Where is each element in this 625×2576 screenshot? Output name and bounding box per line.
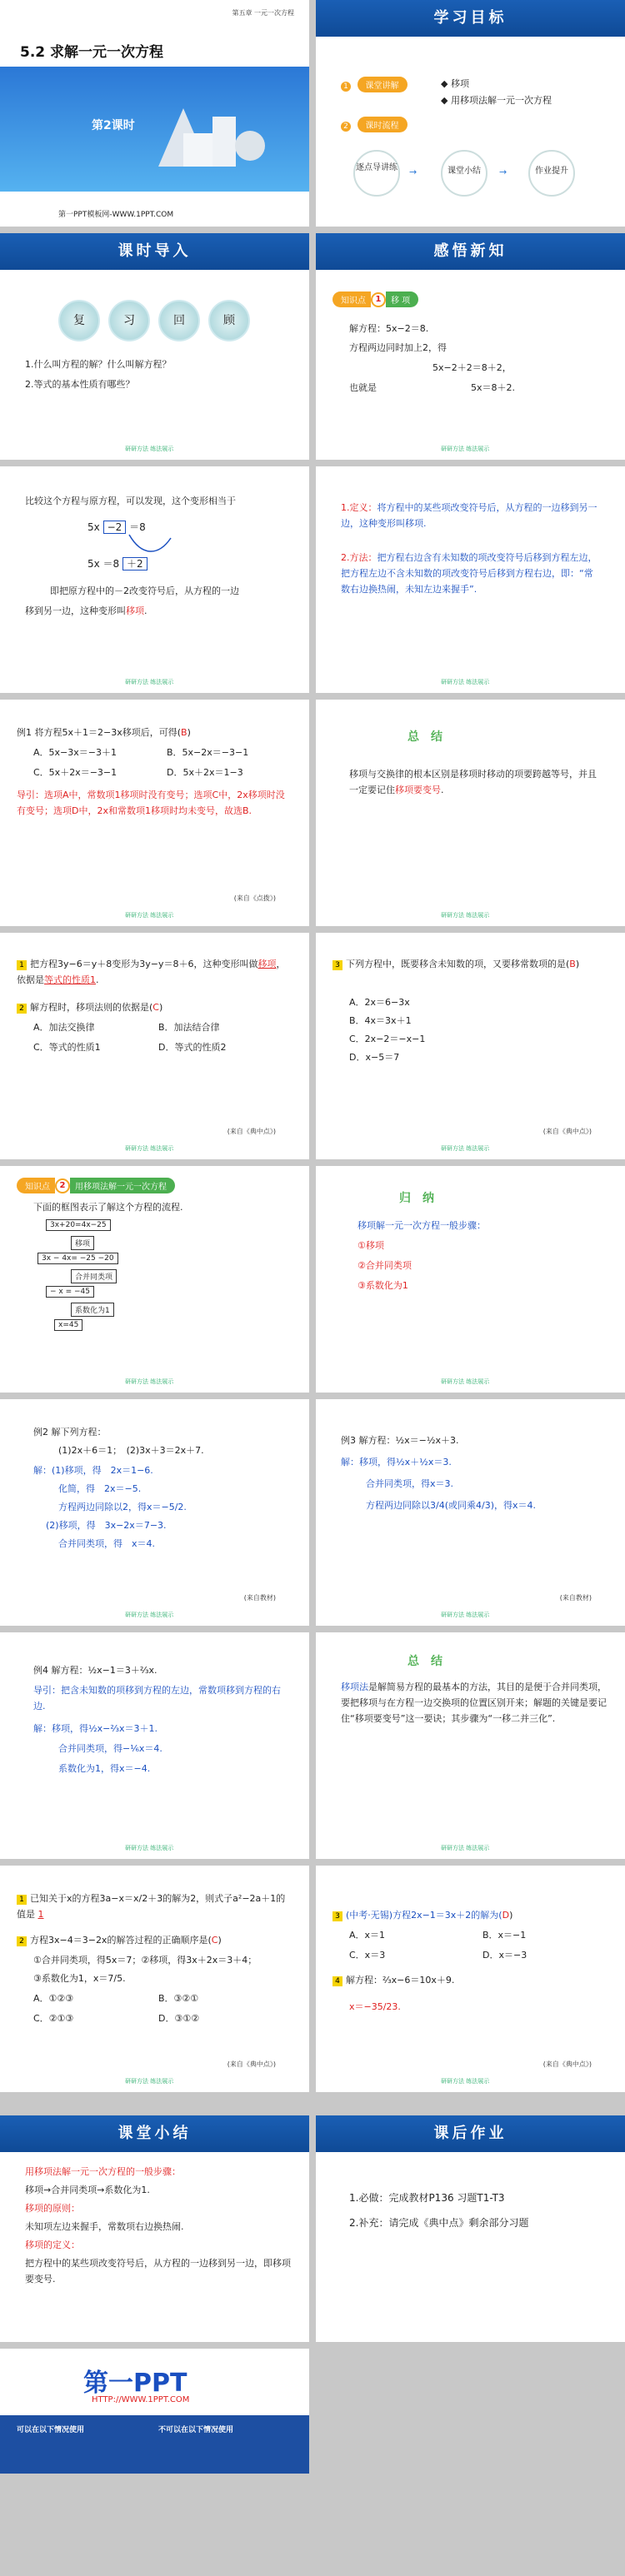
line-1: 用移项法解一元一次方程的一般步骤： xyxy=(25,2166,181,2177)
source: (来自教材) xyxy=(243,1594,276,1602)
period-label: 第2课时 xyxy=(92,119,135,132)
item-2 xyxy=(341,117,408,132)
q2-answer: C xyxy=(152,1002,159,1013)
option-d: D．③①② xyxy=(158,2013,200,2024)
bullet-2: ◆ 用移项法解一元一次方程 xyxy=(441,95,552,106)
flow-6: 系数化为1 xyxy=(71,1303,114,1317)
q2-text: 方程3x−4＝3−2x的解答过程的正确顺序是( xyxy=(30,1935,212,1946)
arrow-2: → xyxy=(499,167,508,177)
method-text: 把方程右边含有未知数的项改变符号后移到方程左边，把方程左边不含未知数的项改变符号后移到方程右边，即：“常数右边换热闹，未知左边来握手”. xyxy=(341,552,598,595)
num-badge: 1 xyxy=(341,82,351,92)
q3-answer: D xyxy=(502,1910,510,1921)
question-2: 2.等式的基本性质有哪些？ xyxy=(25,379,135,390)
line-3 xyxy=(25,603,148,619)
ex-text: 例1 将方程5x＋1＝2−3x移项后，可得( xyxy=(17,727,182,738)
question-2 xyxy=(17,1932,222,1948)
k-label: 知识点 xyxy=(17,1178,55,1193)
circle-2: 习 xyxy=(108,300,150,341)
answer-2: 化简，得 2x＝−5. xyxy=(58,1483,142,1494)
line-5: 移项的定义： xyxy=(25,2240,80,2250)
option-c: C．5x＋2x＝−3−1 xyxy=(33,767,118,778)
step-circle-2: 课堂小结 xyxy=(441,150,488,197)
logo-url: HTTP://WWW.1PPT.COM xyxy=(92,2395,190,2404)
q1-text: 已知关于x的方程3a−x＝x/2＋3的解为2，则式子a²−2a＋1的值是 xyxy=(17,1893,286,1920)
footer: 研研方法 练法展示 xyxy=(441,1145,490,1152)
item-1-label: 课堂讲解 xyxy=(358,77,408,92)
bullet-2-text: 用移项法解一元一次方程 xyxy=(450,95,552,106)
option-d: D．x−5＝7 xyxy=(349,1052,400,1063)
ex-stem: 例3 解方程：½x＝−½x＋3. xyxy=(341,1435,459,1446)
option-a: A．①②③ xyxy=(33,1993,74,2004)
footer: 研研方法 练法展示 xyxy=(125,2078,174,2085)
q1-blank-b: 等式的性质1 xyxy=(44,974,96,985)
bullet-1-text: 移项 xyxy=(450,78,469,89)
question-2 xyxy=(17,999,162,1015)
question-3 xyxy=(332,1907,512,1923)
question-1 xyxy=(17,956,292,988)
q3-end: ) xyxy=(575,959,580,969)
line-2: 2.补充：请完成《典中点》剩余部分习题 xyxy=(349,2217,529,2229)
right-title: 不可以在以下情况使用 xyxy=(158,2426,234,2434)
slide-practice-4 xyxy=(316,1866,625,2092)
footer: 研研方法 练法展示 xyxy=(125,446,174,452)
option-b: B．③②① xyxy=(158,1993,199,2004)
option-c: C．2x−2＝−x−1 xyxy=(349,1034,426,1044)
step-circle-3: 作业提升 xyxy=(528,150,575,197)
answer-1: 解：(1)移项，得 2x＝1−6. xyxy=(33,1465,153,1476)
slide-title: 学习目标 xyxy=(433,9,508,27)
source: (来自《典中点》) xyxy=(227,1128,276,1135)
line-1: 1.必做：完成教材P136 习题T1-T3 xyxy=(349,2192,505,2204)
line-1: 解方程：5x−2＝8. xyxy=(349,323,429,334)
source: (来自《典中点》) xyxy=(542,1128,592,1135)
keyword-shift: 移项 xyxy=(126,605,144,616)
option-a: A．加法交换律 xyxy=(33,1022,95,1033)
equation-2: 5x ＝8 ＋2 xyxy=(88,556,148,571)
q1-mid: ，依据是 xyxy=(17,959,286,985)
num-2: 2 xyxy=(17,1004,27,1014)
option-b: B．4x＝3x＋1 xyxy=(349,1015,412,1026)
step-circle-1: 逐点导讲练 xyxy=(353,150,400,197)
option-a: A．x＝1 xyxy=(349,1930,386,1941)
branding-slide xyxy=(0,2349,309,2474)
q1-end: . xyxy=(96,974,99,985)
definition xyxy=(341,500,599,531)
line-1: 比较这个方程与原方程，可以发现，这个变形相当于 xyxy=(25,496,236,506)
num-3: 3 xyxy=(332,1911,342,1921)
slide-practice-1 xyxy=(0,933,309,1159)
line-3: 移项的原则： xyxy=(25,2203,80,2214)
option-b: B．加法结合律 xyxy=(158,1022,220,1033)
flow-5: − x = −45 xyxy=(46,1286,94,1298)
slide-knowledge-1 xyxy=(316,233,625,460)
slide-title: 课时导入 xyxy=(118,242,192,260)
q3-end: ) xyxy=(509,1910,513,1921)
footer: 研研方法 练法展示 xyxy=(125,1378,174,1385)
slide-title: 课后作业 xyxy=(433,2125,508,2142)
def-label: 1.定义： xyxy=(341,502,378,513)
intro: 下面的框图表示了解这个方程的流程. xyxy=(33,1202,183,1213)
q4-text: 解方程：⅔x−6＝10x＋9. xyxy=(346,1975,455,1986)
summary-title: 总 结 xyxy=(408,730,442,744)
method-label: 2.方法： xyxy=(341,552,378,563)
equations: (1)2x＋6＝1； (2)3x＋3＝2x＋7. xyxy=(58,1445,204,1456)
body-text: 是解简易方程的最基本的方法，其目的是便于合并同类项，要把移项与在方程一边交换项的位置区别开来；解题的关键是要记住“移项要变号”这一要诀；其步骤为“一移二并三化”. xyxy=(341,1682,607,1724)
option-d: D．5x＋2x＝1−3 xyxy=(167,767,243,778)
line-2: 移项→合并同类项→系数化为1. xyxy=(25,2185,150,2195)
footer: 研研方法 练法展示 xyxy=(441,446,490,452)
top-tag: 第五章 一元一次方程 xyxy=(232,9,294,17)
item-1 xyxy=(341,77,408,92)
step-3: ③系数化为1 xyxy=(358,1280,408,1291)
line-3-end: . xyxy=(144,605,148,616)
flow-2: 移项 xyxy=(71,1236,94,1250)
slide-title: 感悟新知 xyxy=(433,242,508,260)
summary-title: 总 结 xyxy=(408,1655,442,1668)
slide-practice-2 xyxy=(316,933,625,1159)
slide-practice-3 xyxy=(0,1866,309,2092)
answer-3: 方程两边同除以3/4(或同乘4/3)，得x＝4. xyxy=(366,1500,536,1511)
num-3: 3 xyxy=(332,960,342,970)
k-num: 2 xyxy=(55,1178,70,1193)
circle-4: 顾 xyxy=(208,300,250,341)
slide-conclusion xyxy=(316,1166,625,1393)
line-4: 未知项左边来握手，常数项右边换热闹. xyxy=(25,2221,184,2232)
q1-blank-a: 移项 xyxy=(258,959,277,969)
source: (来自教材) xyxy=(559,1594,592,1602)
keyword: 移项要变号 xyxy=(395,785,441,795)
num-4: 4 xyxy=(332,1976,342,1986)
footer: 研研方法 练法展示 xyxy=(125,1845,174,1851)
body-keyword: 移项法 xyxy=(341,1682,368,1692)
option-c: C．②①③ xyxy=(33,2013,74,2024)
footer: 研研方法 练法展示 xyxy=(441,1845,490,1851)
ex-stem: 例2 解下列方程： xyxy=(33,1427,107,1437)
slide-summary-2 xyxy=(316,1632,625,1859)
example-stem xyxy=(17,725,191,740)
ex-stem: 例4 解方程：½x−1＝3＋⅔x. xyxy=(33,1665,158,1676)
line-2: 方程两边同时加上2，得 xyxy=(349,342,447,353)
num-badge: 2 xyxy=(341,122,351,132)
line-5: 5x＝8＋2. xyxy=(471,382,516,393)
flow-4: 合并同类项 xyxy=(71,1269,117,1283)
footer: 研研方法 练法展示 xyxy=(441,679,490,685)
question-4 xyxy=(332,1972,454,1988)
k-num: 1 xyxy=(371,292,386,307)
steps-1: ①合并同类项，得5x＝7；②移项，得3x＋2x＝3＋4； xyxy=(33,1955,258,1966)
q4-answer: x＝−35/23. xyxy=(349,2001,401,2012)
item-2-label: 课时流程 xyxy=(358,117,408,132)
q1-text: 把方程3y−6＝y＋8变形为3y−y＝8＋6，这种变形叫做 xyxy=(30,959,258,969)
step-2: ②合并同类项 xyxy=(358,1260,412,1271)
flow-7: x=45 xyxy=(54,1319,82,1331)
body-end: . xyxy=(441,785,444,795)
slide-class-summary xyxy=(0,2115,309,2342)
footer: 研研方法 练法展示 xyxy=(441,912,490,919)
q2-answer: C xyxy=(211,1935,218,1946)
footer: 研研方法 练法展示 xyxy=(441,1378,490,1385)
line-3-text: 移到另一边，这种变形叫 xyxy=(25,605,126,616)
ex-answer: B xyxy=(181,727,188,738)
answer-3: 系数化为1，得x＝−4. xyxy=(58,1763,151,1774)
circle-3: 回 xyxy=(158,300,200,341)
answer-1: 解：移项，得½x−⅔x＝3＋1. xyxy=(33,1723,158,1734)
footer: 研研方法 练法展示 xyxy=(125,1612,174,1618)
slide-example-4 xyxy=(0,1632,309,1859)
q2-text: 解方程时，移项法则的依据是( xyxy=(30,1002,153,1013)
guide: 导引：选项A中，常数项1移项时没有变号；选项C中，2x移项时没有变号；选项D中，2x和常数项1移项时均未变号，故选B. xyxy=(17,790,285,816)
line-3: 5x−2＋2＝8＋2， xyxy=(432,362,512,373)
footer: 研研方法 练法展示 xyxy=(125,679,174,685)
slide-goals xyxy=(316,0,625,227)
move-arrow xyxy=(125,533,175,556)
q2-end: ) xyxy=(158,1002,163,1013)
flow-3: 3x − 4x= −25 −20 xyxy=(38,1253,118,1264)
method xyxy=(341,550,599,597)
body-text: 移项与交换律的根本区别是移项时移动的项要跨越等号，并且一定要记住 xyxy=(349,769,597,795)
logo-text: 第一PPT xyxy=(83,2369,188,2398)
guide xyxy=(33,1682,292,1714)
line-2: 即把原方程中的－2改变符号后，从方程的一边 xyxy=(50,585,239,596)
left-title: 可以在以下情况使用 xyxy=(17,2426,85,2434)
k-label: 知识点 xyxy=(332,291,371,307)
question-1: 1.什么叫方程的解？什么叫解方程？ xyxy=(25,359,172,370)
slide-cover xyxy=(0,0,309,227)
guide-text: 导引：把含未知数的项移到方程的左边，常数项移到方程的右边. xyxy=(33,1685,281,1712)
option-c: C．x＝3 xyxy=(349,1950,386,1961)
slide-definition xyxy=(316,466,625,693)
circle-1: 复 xyxy=(58,300,100,341)
ex-end: ) xyxy=(187,727,191,738)
q3-text: (中考·无锡)方程2x−1＝3x＋2的解为( xyxy=(346,1910,502,1921)
source: (来自《典中点》) xyxy=(227,2060,276,2068)
option-a: A．2x＝6−3x xyxy=(349,997,410,1008)
slide-example-2 xyxy=(0,1399,309,1626)
def-text: 将方程中的某些项改变符号后，从方程的一边移到另一边，这种变形叫移项. xyxy=(341,502,598,529)
answer-3: 方程两边同除以2，得x＝−5/2. xyxy=(58,1502,187,1512)
source: (来自《典中点》) xyxy=(542,2060,592,2068)
equation-1: 5x −2 ＝8 xyxy=(88,521,146,533)
answer-5: 合并同类项，得 x＝4. xyxy=(58,1538,156,1549)
geometric-shapes-image xyxy=(150,83,267,175)
footer: 研研方法 练法展示 xyxy=(125,912,174,919)
option-d: D．等式的性质2 xyxy=(158,1042,227,1053)
num-1: 1 xyxy=(17,960,27,970)
source: (来自《点拨》) xyxy=(233,894,276,902)
slide-title: 课堂小结 xyxy=(118,2125,192,2142)
lesson-title: 5.2 求解一元一次方程 xyxy=(20,44,164,61)
line-6: 把方程中的某些项改变符号后，从方程的一边移到另一边，即移项要变号. xyxy=(25,2258,291,2285)
conclusion-title: 归 纳 xyxy=(399,1192,434,1205)
slide-example-1 xyxy=(0,700,309,926)
step-1: ①移项 xyxy=(358,1240,384,1251)
arrow-1: → xyxy=(409,167,418,177)
knowledge-badge xyxy=(17,1178,175,1193)
bullet-1: ◆ 移项 xyxy=(441,78,469,89)
slide-summary-1 xyxy=(316,700,625,926)
answer-4: (2)移项，得 3x−2x＝7−3. xyxy=(46,1520,167,1531)
k-name: 用移项法解一元一次方程 xyxy=(70,1178,175,1193)
answer-2: 合并同类项，得−⅙x＝4. xyxy=(58,1743,162,1754)
q3-text: 下列方程中，既要移含未知数的项，又要移常数项的是( xyxy=(346,959,570,969)
num-2: 2 xyxy=(17,1936,27,1946)
option-c: C．等式的性质1 xyxy=(33,1042,101,1053)
summary-body xyxy=(341,1679,608,1726)
slide-compare xyxy=(0,466,309,693)
line-4: 也就是 xyxy=(349,382,377,393)
footer-url: 第一PPT模板网-WWW.1PPT.COM xyxy=(58,211,174,219)
q2-end: ) xyxy=(218,1935,222,1946)
summary-body xyxy=(349,766,599,798)
q3-answer: B xyxy=(569,959,576,969)
k-name: 移 项 xyxy=(386,291,418,307)
slide-example-3 xyxy=(316,1399,625,1626)
head: 移项解一元一次方程一般步骤： xyxy=(358,1220,486,1231)
question-3 xyxy=(332,956,608,972)
footer: 研研方法 练法展示 xyxy=(441,1612,490,1618)
slide-homework xyxy=(316,2115,625,2342)
option-a: A．5x−3x＝−3＋1 xyxy=(33,747,117,758)
review-circles xyxy=(58,300,258,341)
slide-knowledge-2 xyxy=(0,1166,309,1393)
knowledge-badge xyxy=(332,291,418,307)
steps-2: ③系数化为1，x＝7/5. xyxy=(33,1973,126,1984)
flow-1: 3x+20=4x−25 xyxy=(46,1219,111,1231)
slide-intro xyxy=(0,233,309,460)
option-d: D．x＝−3 xyxy=(482,1950,528,1961)
question-1 xyxy=(17,1891,292,1922)
option-b: B．x＝−1 xyxy=(482,1930,527,1941)
q1-answer: 1 xyxy=(38,1909,44,1920)
answer-1: 解：移项，得½x＋½x＝3. xyxy=(341,1457,452,1467)
footer: 研研方法 练法展示 xyxy=(441,2078,490,2085)
footer: 研研方法 练法展示 xyxy=(125,1145,174,1152)
num-1: 1 xyxy=(17,1895,27,1905)
answer-2: 合并同类项，得x＝3. xyxy=(366,1478,454,1489)
option-b: B．5x−2x＝−3−1 xyxy=(167,747,249,758)
